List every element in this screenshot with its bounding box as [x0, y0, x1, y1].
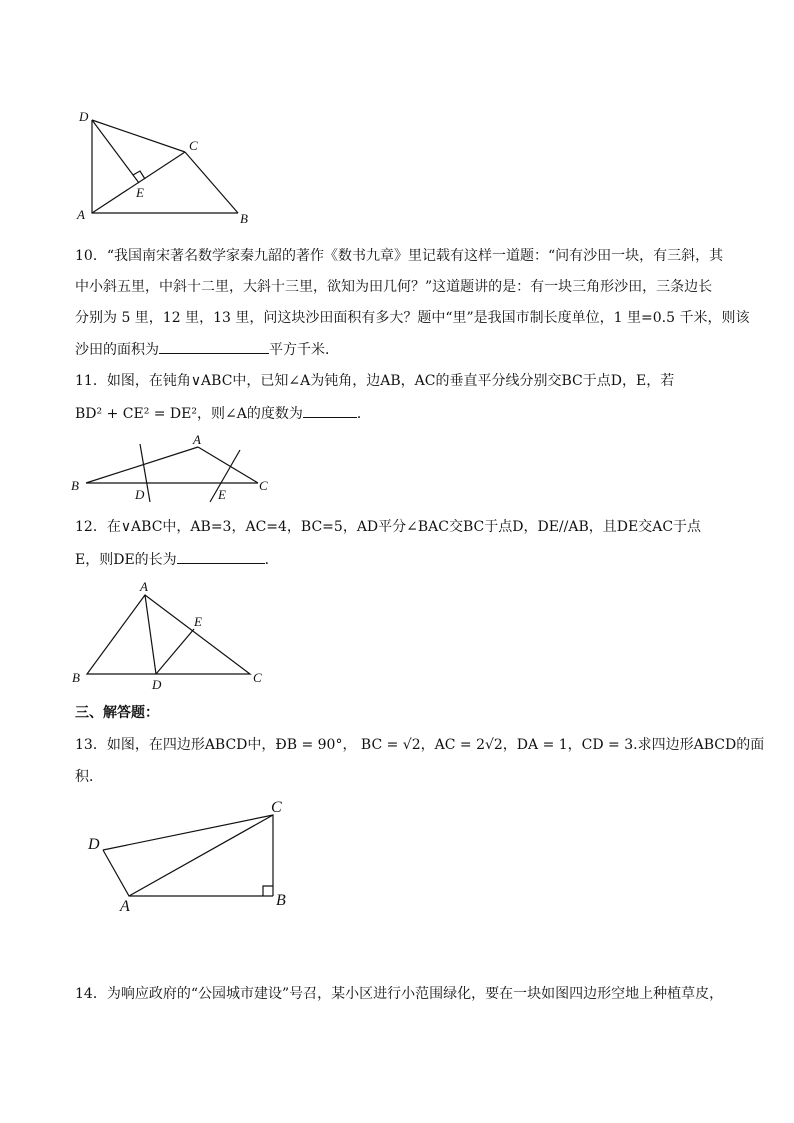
q10-line-4-prefix: 沙田的面积为: [75, 342, 159, 358]
section-heading-answers: 三、解答题：: [75, 705, 159, 721]
q13-line-1: 13．如图，在四边形ABCD中，ÐB = 90°， BC = √2，AC = 2√2，DA = 1，CD = 3.求四边形ABCD的面: [75, 737, 765, 753]
q10-line-1: 10．“我国南宋著名数学家秦九韶的著作《数书九章》里记载有这样一道题：“问有沙田一块，有三斜，其: [75, 248, 724, 264]
fig12-segment-de: [156, 629, 194, 674]
fig13-edges-dab: [103, 850, 273, 896]
q11-line-1: 11．如图，在钝角∨ABC中，已知∠A为钝角，边AB，AC的垂直平分线分别交BC于点D，E，若: [75, 373, 675, 389]
fig13-label-d: D: [88, 836, 100, 853]
fig12-label-a: A: [140, 579, 148, 594]
fig12-label-c: C: [253, 670, 262, 685]
q11-line-2: [75, 403, 371, 424]
fig13-diagonal-ac: [129, 815, 273, 896]
q11-answer-blank[interactable]: [303, 403, 357, 418]
figure-quadrilateral-abcd-top: [70, 105, 260, 230]
q12-line-1: 12．在∨ABC中，AB=3，AC=4，BC=5，AD平分∠BAC交BC于点D，DE//AB，且DE交AC于点: [75, 519, 702, 535]
fig12-label-b: B: [72, 670, 80, 685]
fig13-edges-dcb: [103, 815, 273, 896]
q10-line-2: 中小斜五里，中斜十二里，大斜十三里，欲知为田几何？”这道题讲的是：有一块三角形沙田，三条边长: [75, 279, 713, 295]
fig-perpendicular-de: [92, 120, 139, 183]
q12-line-2: [75, 549, 279, 570]
fig-label-e: E: [136, 185, 144, 200]
q12-line-2-suffix: ．: [264, 552, 279, 568]
q13-line-2: 积．: [75, 769, 103, 785]
fig-label-d: D: [79, 109, 89, 124]
fig-edge-dc: [92, 120, 185, 152]
q10-line-4-suffix: 平方千米．: [269, 342, 339, 358]
fig11-side-ac: [198, 447, 258, 483]
fig11-label-c: C: [259, 478, 268, 493]
q11-line-2-prefix: BD² + CE² = DE²，则∠A的度数为: [75, 406, 303, 422]
fig-label-b: B: [240, 211, 248, 226]
fig12-bisector-ad: [145, 595, 156, 674]
q12-answer-blank[interactable]: [177, 549, 265, 564]
fig-edge-cb: [185, 152, 238, 213]
figure-right-triangle-q12: [68, 578, 278, 693]
fig-label-c: C: [189, 138, 198, 153]
q10-line-4: [75, 339, 339, 360]
fig11-label-b: B: [71, 478, 79, 493]
fig13-label-c: C: [271, 799, 282, 816]
fig11-label-e: E: [218, 487, 226, 502]
fig13-label-a: A: [120, 898, 130, 915]
figure-obtuse-triangle-q11: [68, 430, 278, 505]
fig11-label-a: A: [193, 432, 201, 447]
fig12-triangle-abc: [87, 595, 250, 674]
fig11-label-d: D: [135, 487, 145, 502]
fig13-label-b: B: [276, 892, 286, 909]
fig-label-a: A: [77, 207, 85, 222]
fig13-right-angle-mark: [263, 886, 273, 896]
q10-line-3: 分别为 5 里，12 里，13 里，问这块沙田面积有多大？题中“里”是我国市制长度单位，1 里=0.5 千米，则该: [75, 310, 750, 326]
q14-line-1: 14．为响应政府的“公园城市建设”号召，某小区进行小范围绿化，要在一块如图四边形空地上种植草皮，: [75, 986, 724, 1002]
fig12-label-e: E: [194, 614, 202, 629]
figure-quadrilateral-q13: [80, 795, 300, 915]
fig12-label-d: D: [152, 677, 162, 692]
q12-line-2-prefix: E，则DE的长为: [75, 552, 177, 568]
q10-answer-blank[interactable]: [159, 339, 269, 354]
q11-line-2-suffix: ．: [356, 406, 371, 422]
